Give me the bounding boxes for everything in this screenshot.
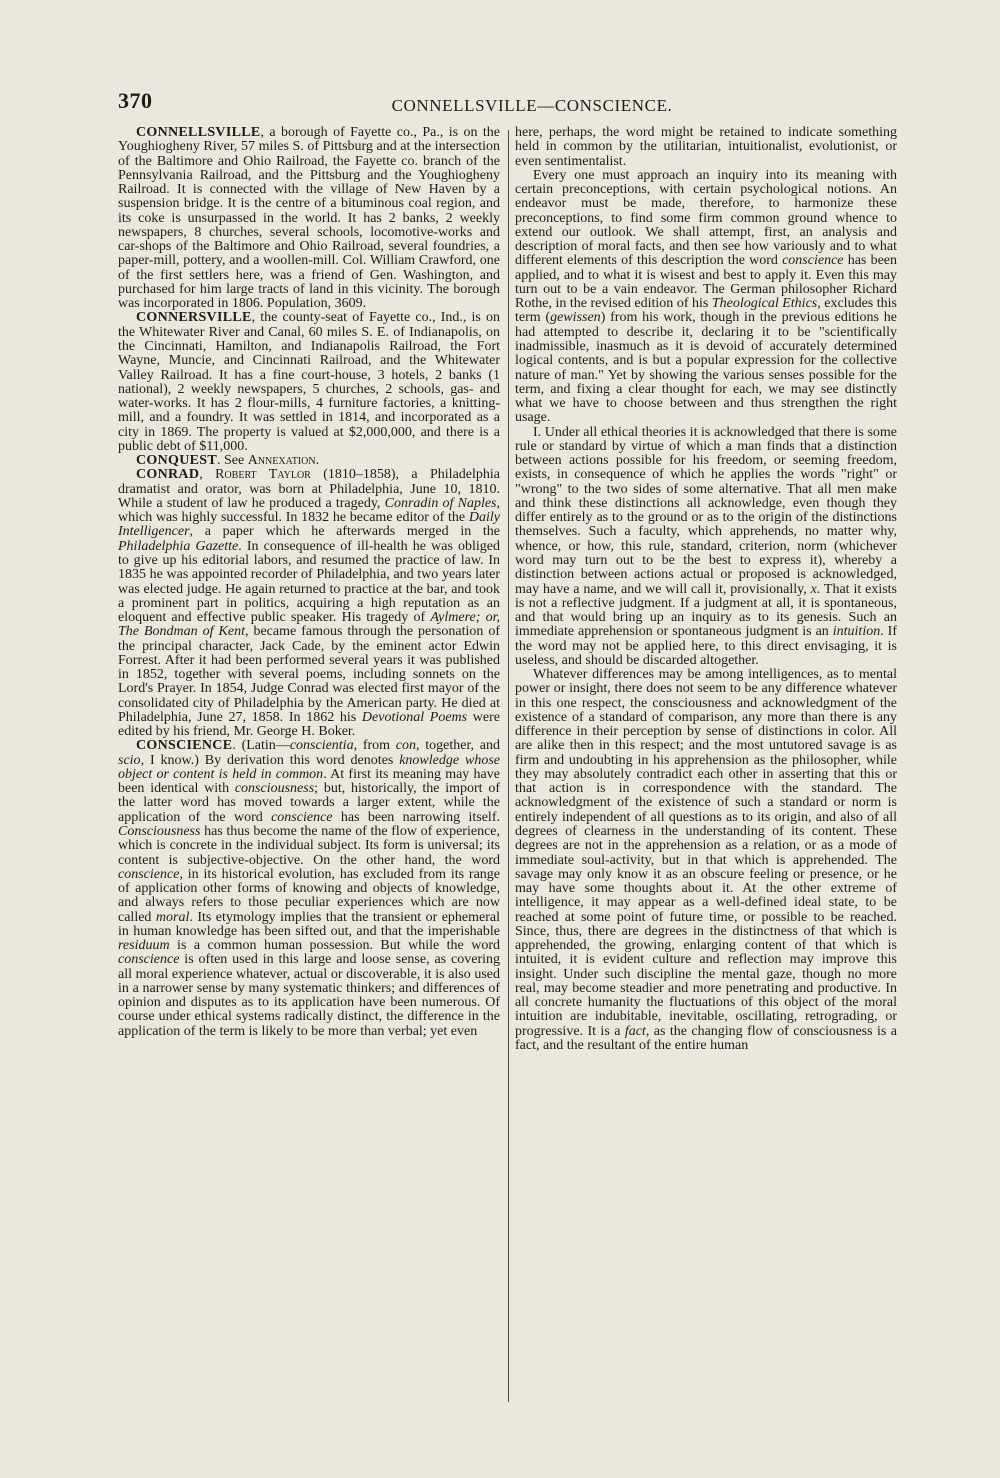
text-run: I. Under all ethical theories it is acknowledged that there is some rule or standard by virtue of which a man finds that a distinction between actions possible for his freedom, or seeming freedom, exists, in consequence of which he applies the words "right" or "wrong" to the two sides of some alternative. That all men make and think these distinctions all acknowledge, even though they differ entirely as to the ground or as to the origin of the distinctions themselves. Such a faculty, which apprehends, no matter why, whence, or how, this rule, standard, criterion, norm (whichever word may turn out to be the best to express it), whereby a distinction between actions actual or proposed is acknowledged, may have a name, and we will call it, provisionally,: [515, 424, 897, 597]
text-run: , became famous through the personation of the principal character, Jack Cade, by the eminent actor Edwin Forrest. After it had been performed several years it was published in 1852, together with several poems, including sonnets on the Lord's Prayer. In 1854, Judge Conrad was elected first mayor of the consolidated city of Philadelphia by the American party. He died at Philadelphia, June 27, 1858. In 1862 his: [118, 624, 500, 725]
text-run: , a paper which he afterwards merged in the: [189, 524, 500, 540]
italic-text: moral: [155, 909, 190, 925]
text-run: .: [315, 453, 320, 469]
italic-text: Theological Ethics: [711, 296, 818, 312]
right-column: [515, 126, 897, 1416]
text-run: here, perhaps, the word might be retained to indicate something held in common by the utilitarian, intuitionalist, evolutionist, or even sentimentalist.: [515, 126, 897, 169]
italic-text: Aylmere; or, The Bondman of Kent: [118, 610, 500, 640]
italic-text: conscience: [271, 809, 333, 825]
italic-text: consciousness: [234, 781, 315, 797]
italic-text: conscience: [782, 253, 844, 269]
text-run: is a common human possession. But while the word: [169, 938, 500, 954]
text-run: . In consequence of ill-health he was obliged to give up his editorial labors, and resumed the practice of law. In 1835 he was appointed recorder of Philadelphia, and two years later was elected judge. He again returned to practice at the bar, and took a prominent part in politics, acquiring a high reputation as an eloquent and effective public speaker. His tragedy of: [118, 538, 500, 626]
text-run: , the county-seat of Fayette co., Ind., is on the Whitewater River and Canal, 60 miles S. E. of Indianapolis, on the Cincinnati, Hamilton, and Indianapolis Railroad, the Fort Wayne, Muncie, and Cincinnati Railroad, and the Whitewater Valley Railroad. It has a fine court-house, 3 hotels, 2 banks (1 national), 2 weekly newspapers, 5 churches, 2 schools, gas- and water-works. It has 2 flour-mills, 4 furniture factories, a knitting-mill, and a foundry. It was settled in 1814, and incorporated as a city in 1869. The property is valued at $2,000,000, and there is a public debt of $11,000.: [118, 310, 500, 454]
text-run: , excludes this term (: [515, 296, 897, 326]
text-run: has thus become the name of the flow of experience, which is concrete in the individual subject. Its form is universal; its content is subjective-objective. On the other hand, the word: [118, 824, 500, 868]
text-run: . That it exists is not a reflective judgment. If a judgment at all, it is spontaneous, and that would bring up an inquiry as to its genesis. Such an immediate apprehension or spontaneous judgment is an: [515, 581, 897, 640]
text-run: Whatever differences may be among intelligences, as to mental power or insight, there does not seem to be any difference whatever in this one respect, the consciousness and acknowledgment of the existence of a standard of comparison, any more than there is any difference in their perception by sense of distinctions in color. All are alike then in this respect; and the most untutored savage is as firm and undoubting in his apprehension as the philosopher, while they may absolutely contradict each other in asserting that this or that action is in correspondence with the standard. The acknowledgment of the existence of such a standard or norm is entirely independent of all questions as to its origin, and also of all degrees of clearness in the understanding of its content. These degrees are not in the apprehension as a relation, or as a mode of immediate soul-activity, but in that which is apprehended. The savage may only know it as an obscure feeling or presence, or he may have some thoughts about it. At the other extreme of intelligence, it may appear as a well-defined ideal state, to be reached at some point of future time, or possible to be reached. Since, thus, there are degrees in the distinctness of that which is apprehended, the growing, enlarging content of that which is intuited, it is evident culture and reflection may improve this insight. Under such discipline the mental gaze, though no more real, may become steadier and more penetrating and productive. In all concrete humanity the fluctuations of this object of the moral intuition are indubitable, inevitable, oscillating, retrograding, or progressive. It is a: [515, 667, 897, 1039]
encyclopedia-entry: [118, 311, 500, 454]
text-run: has been narrowing itself.: [332, 809, 500, 825]
page-number: 370: [118, 88, 153, 113]
text-run: Every one must approach an inquiry into its meaning with certain preconceptions, with certain psychological notions. An endeavor must be made, therefore, to harmonize these preconceptions, to find some firm common ground whence to extend our outlook. We shall attempt, first, an analysis and description of moral facts, and then see how variously and to what different elements of this description the word: [515, 167, 897, 269]
entry-headword: CONQUEST: [136, 453, 217, 469]
running-head: CONNELLSVILLE—CONSCIENCE.: [391, 96, 673, 115]
text-run: , together, and: [416, 738, 500, 754]
text-run: , from: [353, 738, 396, 754]
text-run: ) from his work, though in the previous editions he had attempted to describe it, declaring it to be "scientifically inadmissible, inasmuch as it is devoid of accurately determined logical contents, and is but a popular expression for the collective nature of man." Yet by showing the various senses possible for the term, and fixing a clear thought for each, we may see distinctly what we have to choose between and thus strengthen the right usage.: [515, 310, 897, 426]
italic-text: conscience: [118, 866, 180, 882]
text-run: ,: [199, 467, 216, 483]
left-column: [118, 126, 500, 1416]
text-run: were edited by his friend, Mr. George H. Boker.: [118, 709, 500, 740]
italic-text: residuum: [118, 938, 170, 954]
italic-text: knowledge whose object or content is held in common: [118, 752, 500, 782]
italic-text: Consciousness: [118, 824, 201, 840]
small-caps-text: Robert Taylor: [215, 467, 311, 483]
entry-headword: CONNELLSVILLE: [136, 126, 261, 140]
entry-headword: CONSCIENCE: [136, 738, 233, 754]
text-run: , a borough of Fayette co., Pa., is on the Youghiogheny River, 57 miles S. of Pittsburg and at the intersection of the Baltimore and Ohio Railroad, the Fayette co. branch of the Pennsylvania Railroad, and the Pittsburg and the Youghiogheny Railroad. It is connected with the village of New Haven by a suspension bridge. It is the centre of a bituminous coal region, and its coke is unsurpassed in the world. It has 2 banks, 2 weekly newspapers, 8 churches, several schools, locomotive-works and car-shops of the Baltimore and Ohio Railroad, several foundries, a paper-mill, pottery, and a woollen-mill. Col. William Crawford, one of the first settlers here, was a friend of Gen. Washington, and purchased for him large tracts of land in this vicinity. The borough was incorporated in 1806. Population, 3609.: [118, 126, 500, 312]
text-run: , I know.) By derivation this word denotes: [140, 752, 400, 768]
italic-text: x: [810, 581, 817, 597]
encyclopedia-entry: [118, 468, 500, 739]
encyclopedia-entry: [118, 454, 500, 468]
text-run: ; but, historically, the import of the latter word has moved towards a larger extent, while the application of the word: [118, 781, 500, 825]
text-run: . See: [216, 453, 248, 469]
entry-headword: CONNERSVILLE: [136, 310, 252, 326]
small-caps-text: Annexation: [247, 453, 316, 469]
italic-text: intuition: [832, 624, 881, 640]
italic-text: Devotional Poems: [361, 709, 468, 725]
column-divider: [508, 130, 509, 1402]
italic-text: Conradin of Naples: [384, 495, 497, 511]
body-paragraph: [515, 668, 897, 1053]
italic-text: Daily Intelligencer: [118, 510, 500, 540]
italic-text: conscience: [118, 952, 180, 968]
text-run: . (Latin—: [232, 738, 290, 754]
text-run: has been applied, and to what it is wisest and best to apply it. Even this may turn out to be a vain endeavor. The German philosopher Richard Rothe, in the revised edition of his: [515, 253, 897, 312]
italic-text: con: [395, 738, 416, 754]
entry-headword: CONRAD: [136, 467, 200, 483]
body-paragraph: [515, 126, 897, 169]
text-run: is often used in this large and loose sense, as covering all moral experience whatever, actual or discoverable, it is also used in a narrower sense by many systematic thinkers; and differences of opinion and disputes as to its application have been numerous. Of course under ethical systems radically distinct, the difference in the application of the term is likely to be more than verbal; yet even: [118, 952, 500, 1039]
text-run: , in its historical evolution, has excluded from its range of application other forms of knowing and objects of knowledge, and always refers to those peculiar experiences which are now called: [118, 866, 500, 925]
italic-text: gewissen: [550, 310, 601, 326]
text-run: , which was highly successful. In 1832 he became editor of the: [118, 495, 500, 526]
italic-text: fact: [624, 1023, 646, 1039]
italic-text: conscientia: [289, 738, 354, 754]
body-paragraph: [515, 169, 897, 426]
encyclopedia-entry: [118, 126, 500, 311]
text-run: . Its etymology implies that the transient or ephemeral in human knowledge has been sifted out, and that the imperishable: [118, 909, 500, 939]
text-run: . If the word may not be applied here, to this direct envisaging, it is useless, and should be discarded altogether.: [515, 624, 897, 668]
text-run: . At first its meaning may have been identical with: [118, 766, 500, 797]
italic-text: scio: [118, 752, 141, 768]
italic-text: Philadelphia Gazette: [118, 538, 239, 554]
encyclopedia-entry: [118, 739, 500, 1039]
text-run: (1810–1858), a Philadelphia dramatist and orator, was born at Philadelphia, June 10, 1810. While a student of law he produced a tragedy,: [118, 467, 500, 511]
body-paragraph: [515, 426, 897, 669]
text-run: , as the changing flow of consciousness is a fact, and the resultant of the entire human: [515, 1023, 897, 1053]
